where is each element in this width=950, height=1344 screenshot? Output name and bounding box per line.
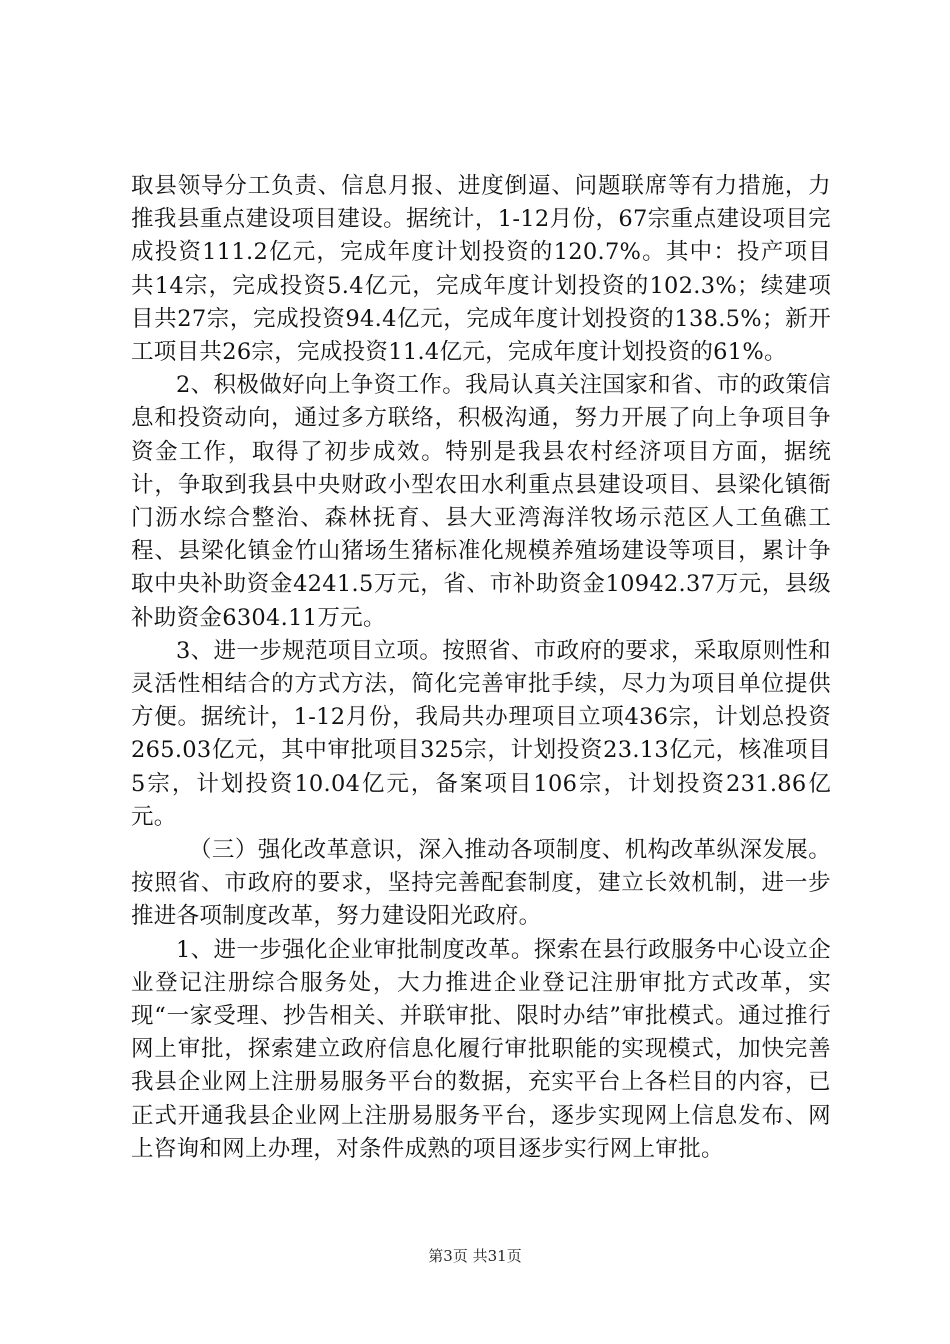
paragraph-enterprise-approval-reform: 1、进一步强化企业审批制度改革。探索在县行政服务中心设立企业登记注册综合服务处，大力推进企业登记注册审批方式改革，实现“一家受理、抄告相关、并联审批、限时办结”审批模式。通过推行网上审批，探索建立政府信息化履行审批职能的实现模式，加快完善我县企业网上注册易服务平台的数据，充实平台上各栏目的内容，已正式开通我县企业网上注册易服务平台，逐步实现网上信息发布、网上咨询和网上办理，对条件成熟的项目逐步实行网上审批。 xyxy=(131,936,831,1162)
document-body xyxy=(131,170,831,1166)
paragraph-reform-section: （三）强化改革意识，深入推动各项制度、机构改革纵深发展。按照省、市政府的要求，坚持完善配套制度，建立长效机制，进一步推进各项制度改革，努力建设阳光政府。 xyxy=(131,837,831,930)
paragraph-upward-funding: 2、积极做好向上争资工作。我局认真关注国家和省、市的政策信息和投资动向，通过多方联络，积极沟通，努力开展了向上争项目争资金工作，取得了初步成效。特别是我县农村经济项目方面，据统计，争取到我县中央财政小型农田水利重点县建设项目、县梁化镇衙门沥水综合整治、森林抚育、县大亚湾海洋牧场示范区人工鱼礁工程、县梁化镇金竹山猪场生猪标准化规模养殖场建设等项目，累计争取中央补助资金4241.5万元，省、市补助资金10942.37万元，县级补助资金6304.11万元。 xyxy=(131,372,831,631)
page-number: 第3页 共31页 xyxy=(428,1247,522,1265)
page-footer xyxy=(0,1245,950,1266)
paragraph-project-approval: 3、进一步规范项目立项。按照省、市政府的要求，采取原则性和灵活性相结合的方式方法，简化完善审批手续，尽力为项目单位提供方便。据统计，1-12月份，我局共办理项目立项436宗，计划总投资265.03亿元，其中审批项目325宗，计划投资23.13亿元，核准项目5宗，计划投资10.04亿元，备案项目106宗，计划投资231.86亿元。 xyxy=(131,637,831,830)
paragraph-continuation: 取县领导分工负责、信息月报、进度倒逼、问题联席等有力措施，力推我县重点建设项目建设。据统计，1-12月份，67宗重点建设项目完成投资111.2亿元，完成年度计划投资的120.7%。其中：投产项目共14宗，完成投资5.4亿元，完成年度计划投资的102.3%；续建项目共27宗，完成投资94.4亿元，完成年度计划投资的138.5%；新开工项目共26宗，完成投资11.4亿元，完成年度计划投资的61%。 xyxy=(131,173,831,366)
